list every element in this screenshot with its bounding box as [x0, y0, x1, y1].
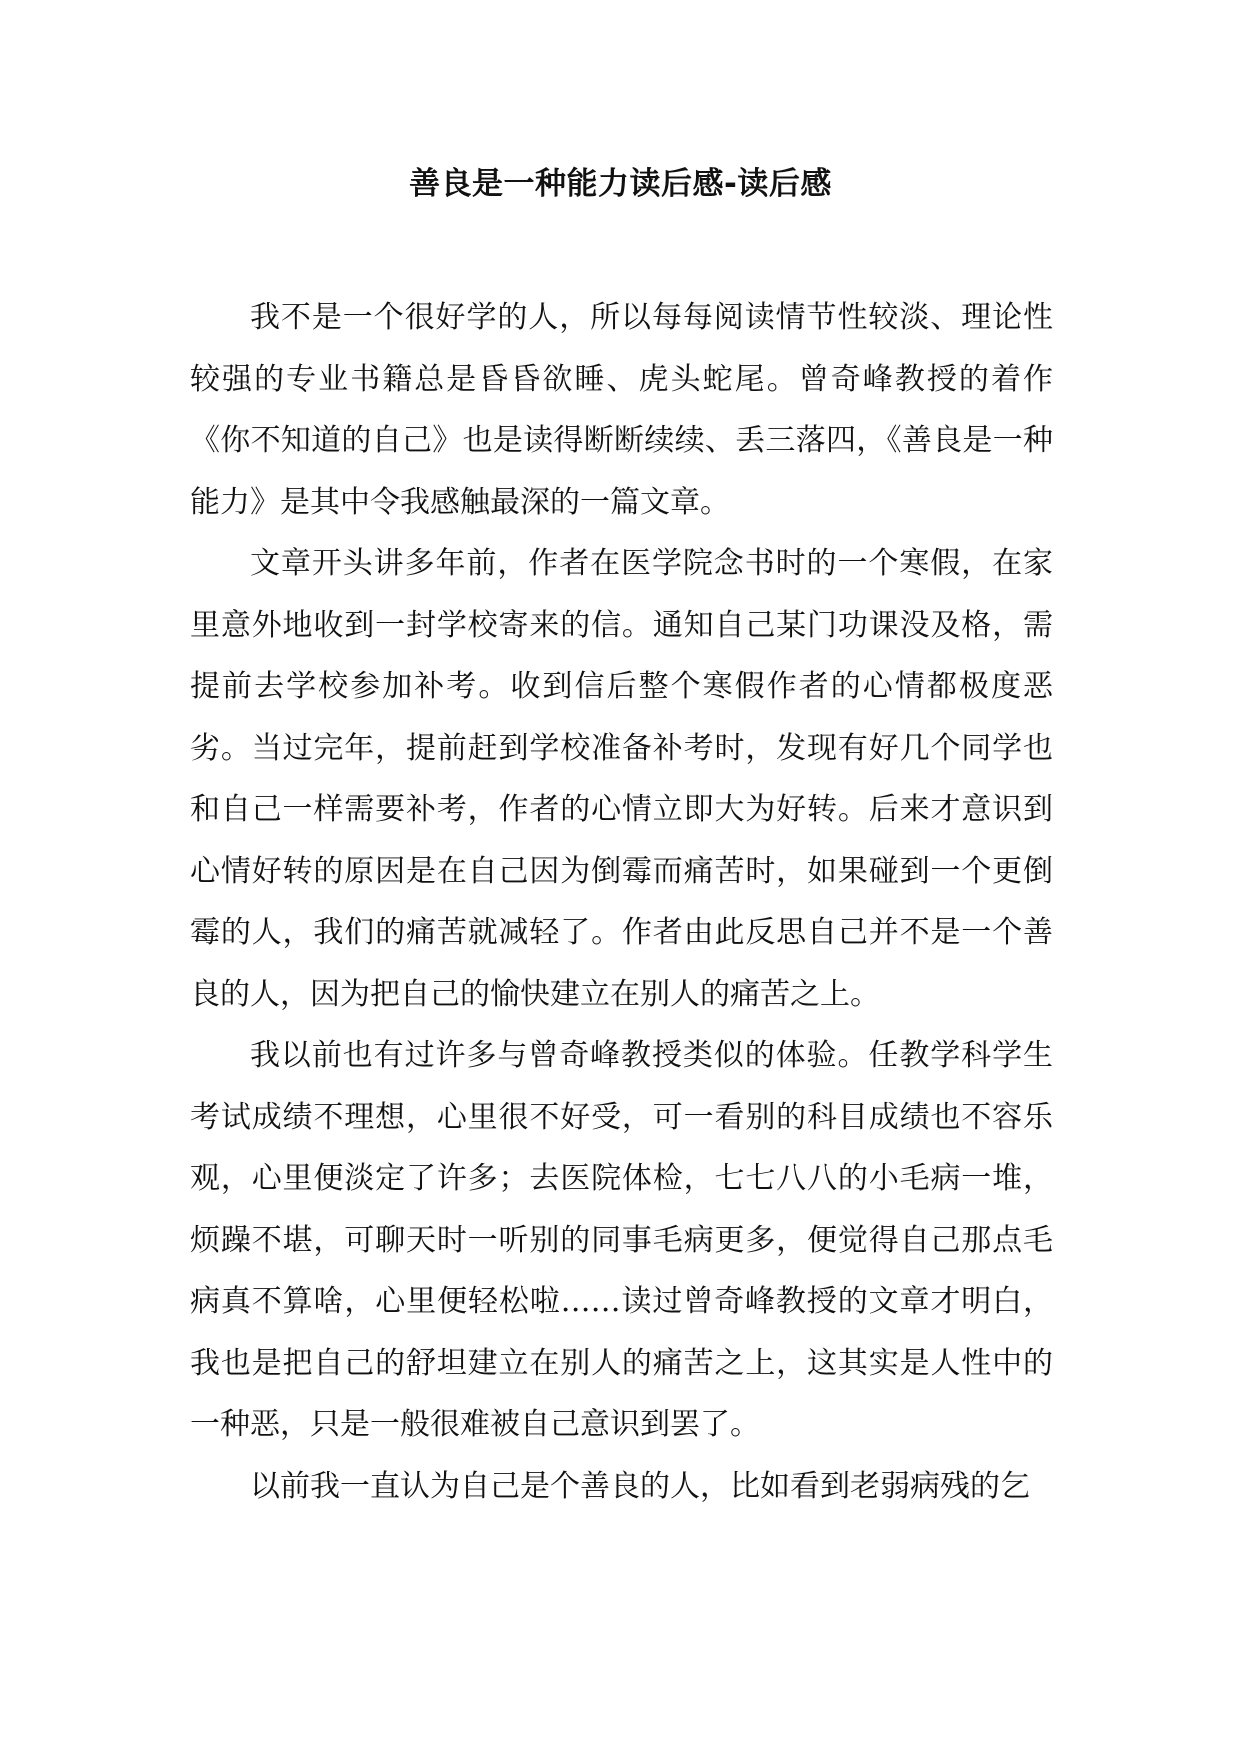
- document-body: [190, 287, 1053, 1517]
- paragraph-4: 以前我一直认为自己是个善良的人，比如看到老弱病残的乞: [250, 1468, 1030, 1504]
- document-title: 善良是一种能力读后感-读后感: [409, 166, 832, 202]
- paragraph-1: 我不是一个很好学的人，所以每每阅读情节性较淡、理论性较强的专业书籍总是昏昏欲睡、虎头蛇尾。曾奇峰教授的着作《你不知道的自己》也是读得断断续续、丢三落四，《善良是一种能力》是其中令我感触最深的一篇文章。: [190, 300, 1053, 520]
- paragraph-2: 文章开头讲多年前，作者在医学院念书时的一个寒假，在家里意外地收到一封学校寄来的信。通知自己某门功课没及格，需提前去学校参加补考。收到信后整个寒假作者的心情都极度恶劣。当过完年，提前赶到学校准备补考时，发现有好几个同学也和自己一样需要补考，作者的心情立即大为好转。后来才意识到心情好转的原因是在自己因为倒霉而痛苦时，如果碰到一个更倒霉的人，我们的痛苦就减轻了。作者由此反思自己并不是一个善良的人，因为把自己的愉快建立在别人的痛苦之上。: [190, 546, 1053, 1012]
- paragraph-3: 我以前也有过许多与曾奇峰教授类似的体验。任教学科学生考试成绩不理想，心里很不好受，可一看别的科目成绩也不容乐观，心里便淡定了许多；去医院体检，七七八八的小毛病一堆，烦躁不堪，可聊天时一听别的同事毛病更多，便觉得自己那点毛病真不算啥，心里便轻松啦……读过曾奇峰教授的文章才明白，我也是把自己的舒坦建立在别人的痛苦之上，这其实是人性中的一种恶，只是一般很难被自己意识到罢了。: [190, 1038, 1053, 1442]
